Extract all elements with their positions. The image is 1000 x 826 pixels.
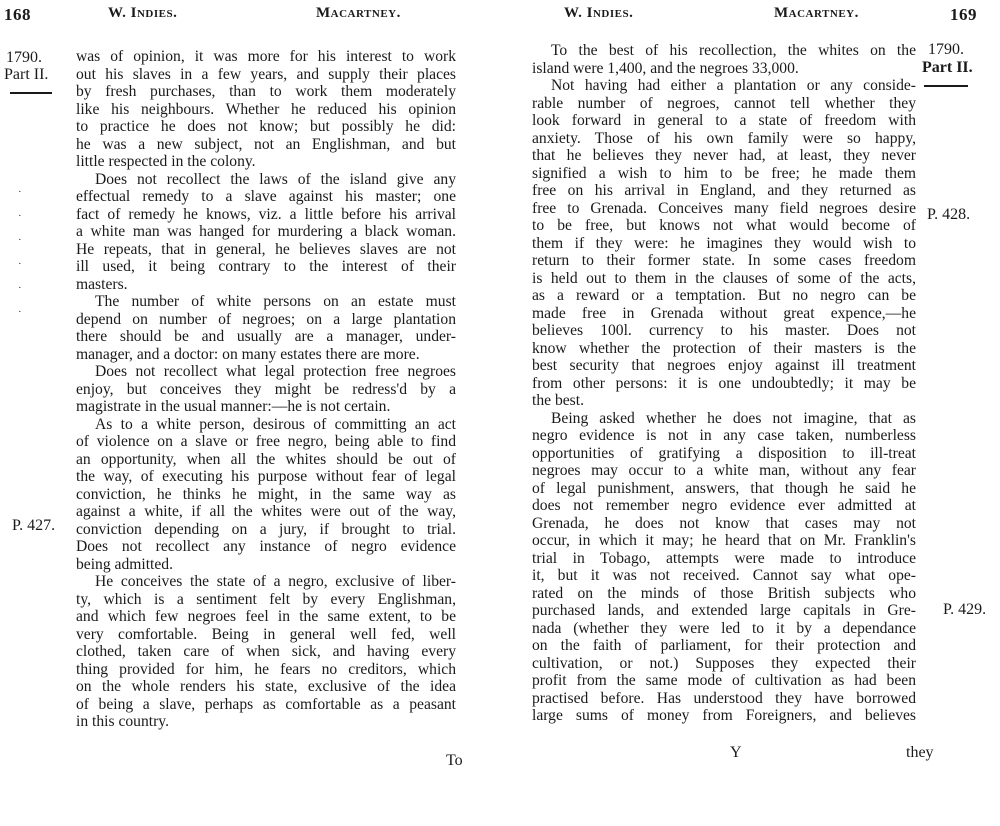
text-line: masters. — [76, 275, 128, 293]
text-line: return to their former state. In some cases freedom — [532, 252, 916, 269]
catchword: To — [446, 752, 463, 769]
text-line: rable number of negroes, cannot tell whether they — [532, 94, 916, 112]
text-line: cultivation, or not.) Supposes they expected their — [532, 654, 916, 672]
text-line: island were 1,400, and the negroes 33,000. — [532, 59, 799, 77]
margin-rule — [10, 92, 52, 94]
text-line: depend on number of negroes; on a large plantation — [76, 310, 456, 328]
text-line: that he believes they never had, at least, they never — [532, 147, 916, 164]
text-line: look forward in general to a state of freedom with — [532, 112, 916, 129]
text-line: know whether the protection of their masters is the — [532, 339, 916, 357]
left-text-column — [76, 48, 456, 731]
text-line: large sums of money from Foreigners, and believes — [532, 707, 916, 724]
text-line: them if they were: he imagines they would wish to — [532, 234, 916, 252]
text-line: from other persons: it is one undoubtedly; it may be — [532, 374, 916, 392]
text-line: little respected in the colony. — [76, 153, 256, 170]
text-line: thing provided for him, he fears no creditors, which — [76, 660, 456, 678]
margin-year: 1790. — [928, 41, 964, 58]
text-line: on the whole renders his state, exclusive of the idea — [76, 678, 456, 695]
bleed-marks: · · · · · · — [18, 186, 22, 318]
text-line: does not remember negro evidence ever admitted at — [532, 497, 916, 514]
catchword: they — [906, 744, 934, 761]
text-line: like his neighbours. Whether he reduced his opinion — [76, 100, 456, 118]
text-line: ty, which is a sentiment felt by every Englishman, — [76, 590, 456, 608]
text-line: practised before. Has understood they have borrowed — [532, 689, 916, 707]
text-line: ill used, it being contrary to the interest of their — [76, 258, 456, 275]
text-line: trial in Tobago, attempts were made to introduce — [532, 549, 916, 567]
text-line: he was a new subject, not an Englishman, and but — [76, 135, 456, 153]
margin-part: Part II. — [922, 59, 973, 76]
text-line: manager, and a doctor: on many estates there are more. — [76, 345, 420, 363]
margin-page-ref-428: P. 428. — [927, 206, 971, 223]
text-line: He conceives the state of a negro, exclusive of liber- — [95, 573, 456, 590]
text-line: free on his arrival in England, and they returned as — [532, 182, 916, 199]
text-line: signified a wish to him to be free; he made them — [532, 164, 916, 182]
text-line: occur, in which it may; he heard that on Mr. Franklin's — [532, 532, 916, 549]
signature-mark: Y — [730, 744, 742, 761]
page-number-168: 168 — [4, 5, 31, 24]
text-line: conviction depending on a jury, if brought to trial. — [76, 520, 456, 538]
text-line: Not having had either a plantation or any conside- — [551, 77, 916, 94]
text-line: Does not recollect what legal protection free negroes — [95, 363, 456, 380]
text-line: opportunities of gratifying a disposition to ill-treat — [532, 444, 916, 462]
text-line: it, but it was not received. Cannot say what ope- — [532, 567, 916, 584]
running-head-region: W. Indies. — [564, 5, 634, 21]
page-number-169: 169 — [950, 5, 977, 24]
text-line: of violence on a slave or free negro, being able to find — [76, 433, 456, 450]
text-line: is held out to them in the clauses of some of the acts, — [532, 269, 916, 287]
text-line: rated on the minds of those British subjects who — [532, 584, 916, 602]
text-line: of legal punishment, answers, that though he said he — [532, 479, 916, 497]
text-line: As to a white person, desirous of committing an act — [95, 415, 456, 433]
running-head-name: Macartney. — [774, 5, 859, 21]
text-line: negro evidence is not in any case taken, numberless — [532, 427, 916, 444]
margin-year: 1790. — [6, 49, 42, 66]
text-line: believes 100l. currency to his master. Does not — [532, 322, 916, 339]
text-line: as a reward or a temptation. But no negro can be — [532, 287, 916, 304]
text-line: was of opinion, it was more for his interest to work — [76, 48, 456, 65]
text-line: out his slaves in a few years, and supply their places — [76, 65, 456, 83]
text-line: an opportunity, when all the whites should be out of — [76, 450, 456, 468]
text-line: purchased lands, and extended large capitals in Gre- — [532, 602, 916, 619]
text-line: on the faith of parliament, for their protection and — [532, 637, 916, 654]
text-line: of being a slave, perhaps as comfortable as a peasant — [76, 695, 456, 713]
margin-part: Part II. — [4, 66, 49, 83]
text-line: a white man was hanged for murdering a black woman. — [76, 223, 456, 240]
running-head-region: W. Indies. — [108, 5, 178, 21]
text-line: very comfortable. Being in general well fed, well — [76, 625, 456, 643]
text-line: effectual remedy to a slave against his master; one — [76, 188, 456, 205]
text-line: Does not recollect any instance of negro evidence — [76, 538, 456, 555]
text-line: anxiety. Those of his own family were so happy, — [532, 129, 916, 147]
text-line: against a white, if all the whites were out of the way, — [76, 503, 456, 520]
text-line: Grenada, he does not know that cases may not — [532, 514, 916, 532]
text-line: Being asked whether he does not imagine, that as — [551, 409, 916, 427]
text-line: negroes may occur to a white man, without any fear — [532, 462, 916, 479]
text-line: free to Grenada. Conceives many field negroes desire — [532, 199, 916, 217]
margin-page-ref-427: P. 427. — [12, 517, 56, 534]
text-line: there should be and usually are a manager, under- — [76, 328, 456, 345]
text-line: to be free, but knows not what would become of — [532, 217, 916, 234]
text-line: To the best of his recollection, the whites on the — [551, 42, 916, 59]
text-line: to practice he does not know; but possibly he did: — [76, 118, 456, 135]
running-head-name: Macartney. — [316, 5, 401, 21]
text-line: in this country. — [76, 713, 169, 730]
text-line: profit from the same mode of cultivation as had been — [532, 672, 916, 689]
text-line: made free in Grenada without great expence,—he — [532, 304, 916, 322]
text-line: The number of white persons on an estate must — [95, 293, 456, 310]
right-page — [500, 0, 1000, 826]
right-text-column — [532, 42, 916, 725]
text-line: being admitted. — [76, 555, 174, 573]
text-line: enjoy, but conceives they might be redress'd by a — [76, 380, 456, 398]
text-line: by fresh purchases, than to work them moderately — [76, 83, 456, 100]
text-line: the way, of executing his purpose without fear of legal — [76, 468, 456, 485]
margin-rule — [924, 85, 968, 87]
text-line: He repeats, that in general, he believes slaves are not — [76, 240, 456, 258]
text-line: the best. — [532, 392, 584, 409]
text-line: clothed, taken care of when sick, and having every — [76, 643, 456, 660]
text-line: best security that negroes enjoy against ill treatment — [532, 357, 916, 374]
text-line: Does not recollect the laws of the island give any — [95, 170, 456, 188]
text-line: nada (whether they were led to it by a dependance — [532, 619, 916, 637]
text-line: fact of remedy he knows, viz. a little before his arrival — [76, 205, 456, 223]
text-line: and which few negroes feel in the same extent, to be — [76, 608, 456, 625]
text-line: conviction, he thinks he might, in the same way as — [76, 485, 456, 503]
text-line: magistrate in the usual manner:—he is not certain. — [76, 398, 391, 415]
margin-page-ref-429: P. 429. — [943, 601, 987, 618]
